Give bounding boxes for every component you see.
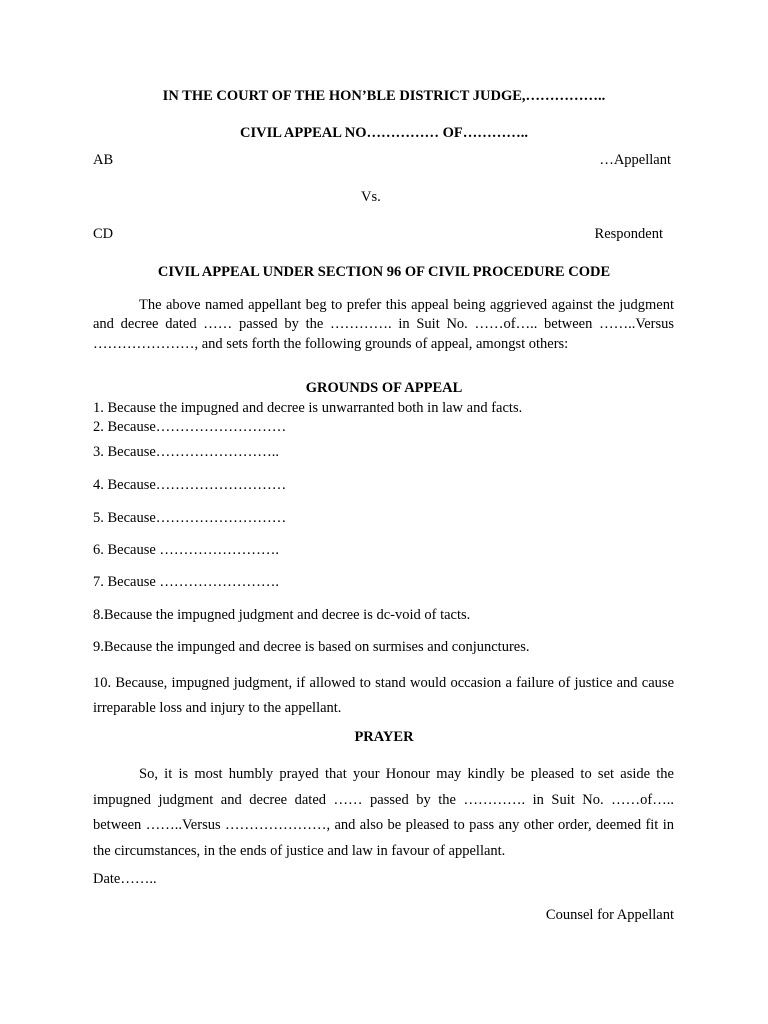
ground-item-2: 2. Because………………………	[93, 419, 287, 435]
ground-item-8: 8.Because the impugned judgment and decree is dc-void of tacts.	[93, 607, 471, 623]
ground-item-10: 10. Because, impugned judgment, if allowed to stand would occasion a failure of justice and cause irreparable loss and injury to the appellant.	[93, 675, 674, 716]
ground-item-1: 1. Because the impugned and decree is unwarranted both in law and facts.	[93, 400, 523, 416]
court-heading: IN THE COURT OF THE HON’BLE DISTRICT JUDGE,……………..	[162, 88, 606, 104]
appellant-role: …Appellant	[599, 152, 671, 168]
counsel-signature: Counsel for Appellant	[545, 907, 674, 923]
prayer-heading: PRAYER	[354, 729, 414, 745]
document-title: CIVIL APPEAL UNDER SECTION 96 OF CIVIL PROCEDURE CODE	[157, 264, 611, 280]
intro-paragraph: The above named appellant beg to prefer this appeal being aggrieved against the judgment and decree dated …… passed by the …………. in Suit No. ……of….. between ……..Versus …………………, and sets forth the following grounds of appeal, amongst others:	[93, 297, 674, 352]
appeal-number: CIVIL APPEAL NO…………… OF…………..	[239, 125, 528, 141]
date-line: Date……..	[93, 871, 157, 887]
ground-item-9: 9.Because the impunged and decree is based on surmises and conjunctures.	[93, 639, 530, 655]
ground-item-7: 7. Because …………………….	[93, 574, 280, 590]
respondent-role: Respondent	[594, 226, 663, 242]
ground-item-4: 4. Because………………………	[93, 477, 287, 493]
ground-item-6: 6. Because …………………….	[93, 542, 280, 558]
ground-item-3: 3. Because……………………..	[93, 444, 280, 460]
prayer-paragraph: So, it is most humbly prayed that your Honour may kindly be pleased to set aside the impugned judgment and decree dated …… passed by the …………. in Suit No. ……of….. between ……..Versus …………………, and also be pleased to pass any other order, deemed fit in the circumstances, in the ends of justice and law in favour of appellant.	[93, 766, 674, 859]
versus-label: Vs.	[361, 189, 381, 205]
respondent-name: CD	[93, 226, 114, 242]
grounds-heading: GROUNDS OF APPEAL	[305, 380, 463, 396]
ground-item-5: 5. Because………………………	[93, 510, 287, 526]
appellant-name: AB	[93, 152, 114, 168]
